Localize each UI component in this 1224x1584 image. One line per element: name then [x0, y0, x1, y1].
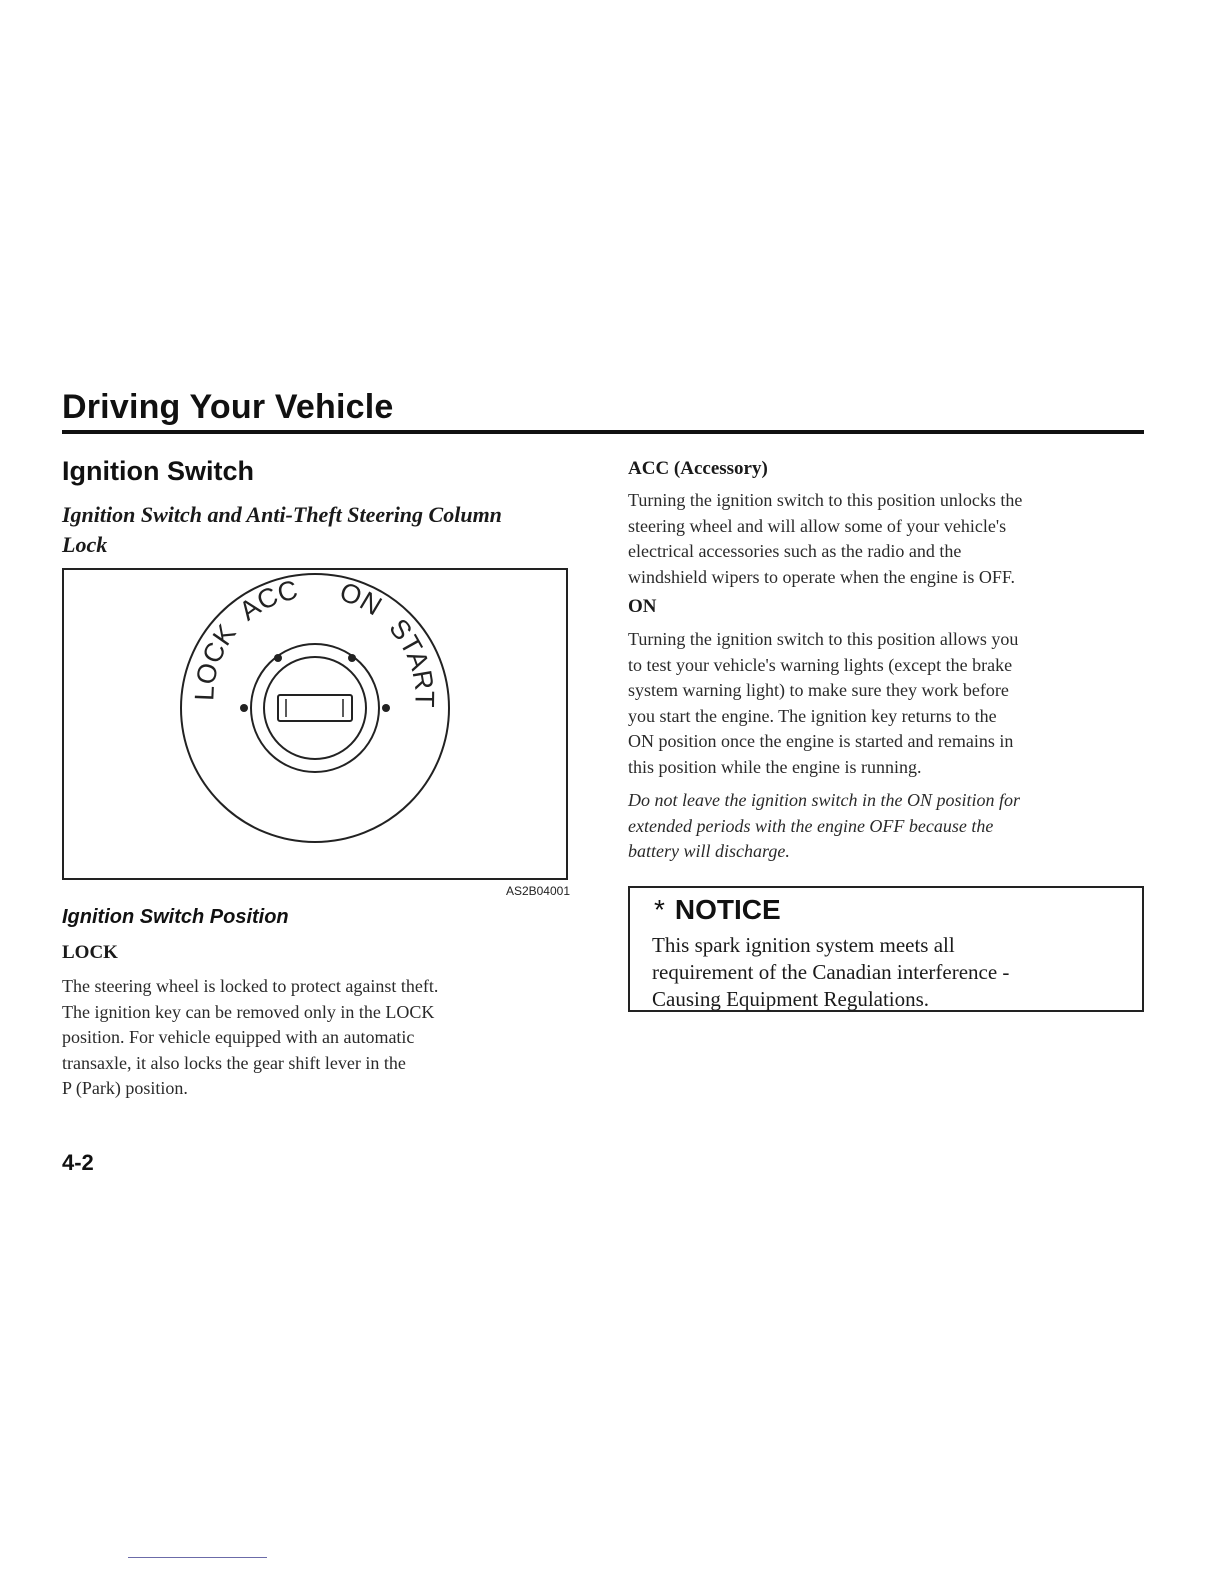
svg-text:ACC — [234, 574, 301, 626]
svg-text:START — [383, 613, 439, 708]
text-line: Turning the ignition switch to this position unlocks the — [628, 490, 1023, 510]
ignition-switch-illustration — [64, 570, 566, 878]
text-line: Turning the ignition switch to this position allows you — [628, 629, 1019, 649]
caution-text — [628, 788, 1020, 865]
key-slot — [278, 695, 352, 721]
lock-term: LOCK — [62, 942, 118, 963]
text-line: steering wheel and will allow some of your vehicle's — [628, 515, 1007, 536]
asterisk-icon: * — [654, 894, 665, 925]
text-line: to test your vehicle's warning lights (except the brake — [628, 654, 1013, 675]
title-divider — [62, 430, 1144, 434]
text-line: extended periods with the engine OFF because the — [628, 815, 994, 836]
text-line: P (Park) position. — [62, 1078, 188, 1099]
text-line: Causing Equipment Regulations. — [652, 987, 930, 1011]
acc-position-dot — [274, 654, 282, 662]
svg-text:ON — [336, 577, 387, 622]
figure-caption-heading: Ignition Switch and Anti-Theft Steering Column Lock — [62, 502, 502, 557]
text-line: requirement of the Canadian interference - — [652, 960, 1010, 984]
text-line: system warning light) to make sure they work before — [628, 680, 1009, 701]
on-description — [628, 627, 1018, 781]
figure-code: AS2B04001 — [505, 884, 570, 898]
ignition-switch-heading: Ignition Switch — [62, 456, 254, 486]
notice-text — [652, 932, 1122, 1013]
notice-title: NOTICE — [674, 894, 781, 925]
text-line: electrical accessories such as the radio and the — [628, 541, 962, 562]
text-line: The ignition key can be removed only in the LOCK — [62, 1001, 435, 1022]
start-position-dot — [382, 704, 390, 712]
text-line: position. For vehicle equipped with an automatic — [62, 1027, 415, 1048]
text-line: transaxle, it also locks the gear shift lever in the — [62, 1052, 406, 1073]
text-line: windshield wipers to operate when the engine is OFF. — [628, 566, 1015, 587]
svg-text:LOCK — [189, 619, 241, 701]
switch-position-heading: Ignition Switch Position — [62, 906, 289, 928]
acc-description — [628, 488, 1022, 590]
text-line: this position while the engine is running. — [628, 756, 922, 777]
footer-rule — [128, 1557, 267, 1558]
acc-term: ACC (Accessory) — [628, 458, 768, 479]
on-label: ON — [336, 576, 387, 622]
notice-heading — [654, 894, 781, 926]
text-line: you start the engine. The ignition key returns to the — [628, 705, 997, 726]
on-position-dot — [348, 654, 356, 662]
page-number: 4-2 — [62, 1150, 94, 1175]
lock-position-dot — [240, 704, 248, 712]
lock-label: LOCK — [189, 618, 242, 702]
acc-label: ACC — [233, 574, 301, 627]
start-label: START — [383, 613, 440, 708]
text-line: The steering wheel is locked to protect against theft. — [62, 976, 439, 996]
text-line: battery will discharge. — [628, 841, 790, 862]
section-title: Driving Your Vehicle — [62, 388, 394, 426]
text-line: This spark ignition system meets all — [652, 933, 955, 957]
lock-description — [62, 974, 438, 1102]
text-line: Do not leave the ignition switch in the ON position for — [628, 790, 1020, 810]
on-term: ON — [628, 596, 657, 617]
text-line: ON position once the engine is started and remains in — [628, 731, 1014, 752]
